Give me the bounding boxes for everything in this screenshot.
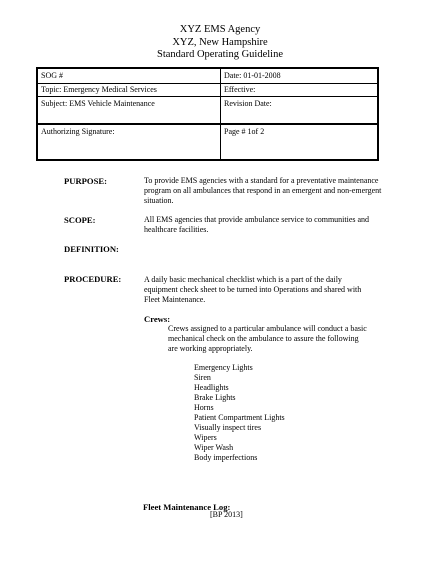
list-item: Wiper Wash xyxy=(194,443,234,452)
purpose-line: To provide EMS agencies with a standard for a preventative maintenance xyxy=(144,176,379,185)
list-item: Emergency Lights xyxy=(194,363,253,372)
checklist xyxy=(194,363,285,463)
effective-cell: Effective: xyxy=(224,85,256,94)
sog-number-cell: SOG # xyxy=(38,69,221,83)
procedure-line: Fleet Maintenance. xyxy=(144,295,206,304)
document-title: Standard Operating Guideline xyxy=(157,49,283,60)
list-item: Wipers xyxy=(194,433,217,442)
sog-info-table xyxy=(36,67,379,161)
date-cell: Date: 01-01-2008 xyxy=(224,71,281,80)
reference-code: [BP 2013] xyxy=(210,510,243,519)
scope-line: All EMS agencies that provide ambulance service to communities and xyxy=(144,215,370,224)
purpose-line: situation. xyxy=(144,196,174,205)
scope-label: SCOPE: xyxy=(64,215,96,225)
document-header xyxy=(0,24,440,62)
list-item: Horns xyxy=(194,403,214,412)
list-item: Patient Compartment Lights xyxy=(194,413,285,422)
fleet-maintenance-log-label: Fleet Maintenance Log: xyxy=(143,502,231,512)
table-row xyxy=(38,97,377,124)
list-item: Brake Lights xyxy=(194,393,236,402)
agency-location: XYZ, New Hampshire xyxy=(172,36,268,48)
procedure-line: equipment check sheet to be turned into Operations and shared with xyxy=(144,285,362,294)
procedure-line: A daily basic mechanical checklist which is a part of the daily xyxy=(144,275,342,284)
crews-line: are working appropriately. xyxy=(168,344,253,353)
purpose-label: PURPOSE: xyxy=(64,176,107,186)
table-row xyxy=(38,124,377,159)
agency-name: XYZ EMS Agency xyxy=(179,24,261,35)
crews-line: mechanical check on the ambulance to assure the following xyxy=(168,334,359,343)
table-row xyxy=(38,69,377,84)
list-item: Headlights xyxy=(194,383,229,392)
revision-date-cell: Revision Date: xyxy=(224,99,272,108)
purpose-line: program on all ambulances that respond in an emergent and non-emergent xyxy=(144,186,382,195)
page-number-cell: Page # 1of 2 xyxy=(224,127,265,136)
list-item: Siren xyxy=(194,373,211,382)
scope-line: healthcare facilities. xyxy=(144,225,209,234)
authorizing-signature-cell: Authorizing Signature: xyxy=(38,125,221,159)
list-item: Visually inspect tires xyxy=(194,423,262,432)
crews-label: Crews: xyxy=(144,314,171,324)
table-row xyxy=(38,84,377,97)
definition-label: DEFINITION: xyxy=(64,244,119,254)
subject-cell: Subject: EMS Vehicle Maintenance xyxy=(38,97,221,123)
topic-cell: Topic: Emergency Medical Services xyxy=(38,84,221,96)
procedure-label: PROCEDURE: xyxy=(64,274,122,284)
list-item: Body imperfections xyxy=(194,453,258,462)
crews-line: Crews assigned to a particular ambulance will conduct a basic xyxy=(168,324,367,333)
